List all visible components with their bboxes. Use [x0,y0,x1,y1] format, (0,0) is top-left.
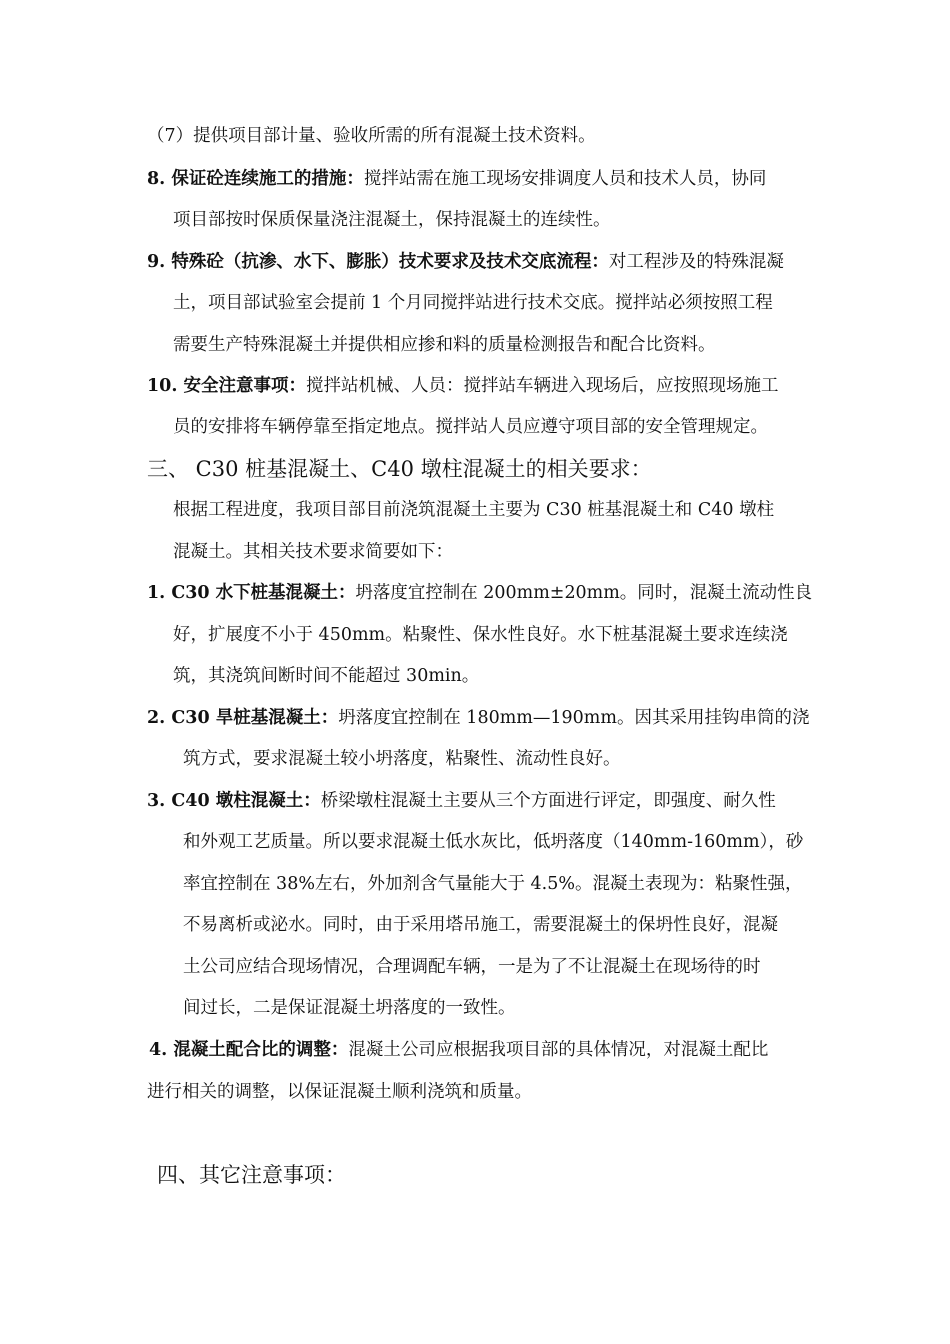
req-1-line-1 [147,581,812,605]
section-4-heading: 四、其它注意事项： [157,1163,346,1187]
req-2-line-1 [147,706,810,730]
item-9-label: 9. 特殊砼（抗渗、水下、膨胀）技术要求及技术交底流程： [147,252,609,272]
item-9-text: 对工程涉及的特殊混凝 [608,252,784,272]
section-3-heading: 三、 C30 桩基混凝土、C40 墩柱混凝土的相关要求： [147,457,652,481]
req-1-label: 1. C30 水下桩基混凝土： [147,583,356,603]
section-3-intro-2: 混凝土。其相关技术要求简要如下： [173,542,453,562]
req-1-line-3: 筑，其浇筑间断时间不能超过 30min。 [173,666,480,686]
item-8-line-1 [147,167,766,191]
item-9-line-3: 需要生产特殊混凝土并提供相应掺和料的质量检测报告和配合比资料。 [173,335,716,355]
req-2-line-2: 筑方式，要求混凝土较小坍落度，粘聚性、流动性良好。 [183,749,621,769]
req-4-text: 混凝土公司应根据我项目部的具体情况，对混凝土配比 [348,1040,769,1060]
item-10-line-2: 员的安排将车辆停靠至指定地点。搅拌站人员应遵守项目部的安全管理规定。 [173,417,768,437]
item-10-line-1 [147,374,779,398]
req-3-line-2: 和外观工艺质量。所以要求混凝土低水灰比，低坍落度（140mm-160mm），砂 [183,832,804,852]
req-3-line-1 [147,789,776,813]
req-4-line-2: 进行相关的调整，以保证混凝土顺利浇筑和质量。 [147,1082,532,1102]
req-4-label: 4. 混凝土配合比的调整： [149,1040,349,1060]
item-8-text: 搅拌站需在施工现场安排调度人员和技术人员，协同 [363,169,767,189]
req-3-line-6: 间过长，二是保证混凝土坍落度的一致性。 [183,998,516,1018]
req-3-line-4: 不易离析或泌水。同时，由于采用塔吊施工，需要混凝土的保坍性良好，混凝 [183,915,778,935]
section-3-intro-1: 根据工程进度，我项目部目前浇筑混凝土主要为 C30 桩基混凝土和 C40 墩柱 [173,500,775,520]
req-2-label: 2. C30 旱桩基混凝土： [147,708,339,728]
req-3-text: 桥梁墩柱混凝土主要从三个方面进行评定，即强度、耐久性 [320,791,776,811]
item-8-line-2: 项目部按时保质保量浇注混凝土，保持混凝土的连续性。 [173,210,611,230]
item-9-line-2: 土，项目部试验室会提前 1 个月同搅拌站进行技术交底。搅拌站必须按照工程 [173,293,773,313]
req-1-line-2: 好，扩展度不小于 450mm。粘聚性、保水性良好。水下桩基混凝土要求连续浇 [173,625,788,645]
req-4-line-1 [149,1038,768,1062]
req-2-text: 坍落度宜控制在 180mm—190mm。因其采用挂钩串筒的浇 [338,708,810,728]
item-9-line-1 [147,250,784,274]
req-1-text: 坍落度宜控制在 200mm±20mm。同时，混凝土流动性良 [355,583,813,603]
req-3-label: 3. C40 墩柱混凝土： [147,791,321,811]
item-7-line: （7）提供项目部计量、验收所需的所有混凝土技术资料。 [147,126,596,146]
item-10-label: 10. 安全注意事项： [147,376,307,396]
req-3-line-3: 率宜控制在 38%左右，外加剂含气量能大于 4.5%。混凝土表现为：粘聚性强， [183,874,803,894]
item-8-label: 8. 保证砼连续施工的措施： [147,169,364,189]
item-10-text: 搅拌站机械、人员：搅拌站车辆进入现场后，应按照现场施工 [306,376,779,396]
req-3-line-5: 土公司应结合现场情况，合理调配车辆，一是为了不让混凝土在现场待的时 [183,957,761,977]
